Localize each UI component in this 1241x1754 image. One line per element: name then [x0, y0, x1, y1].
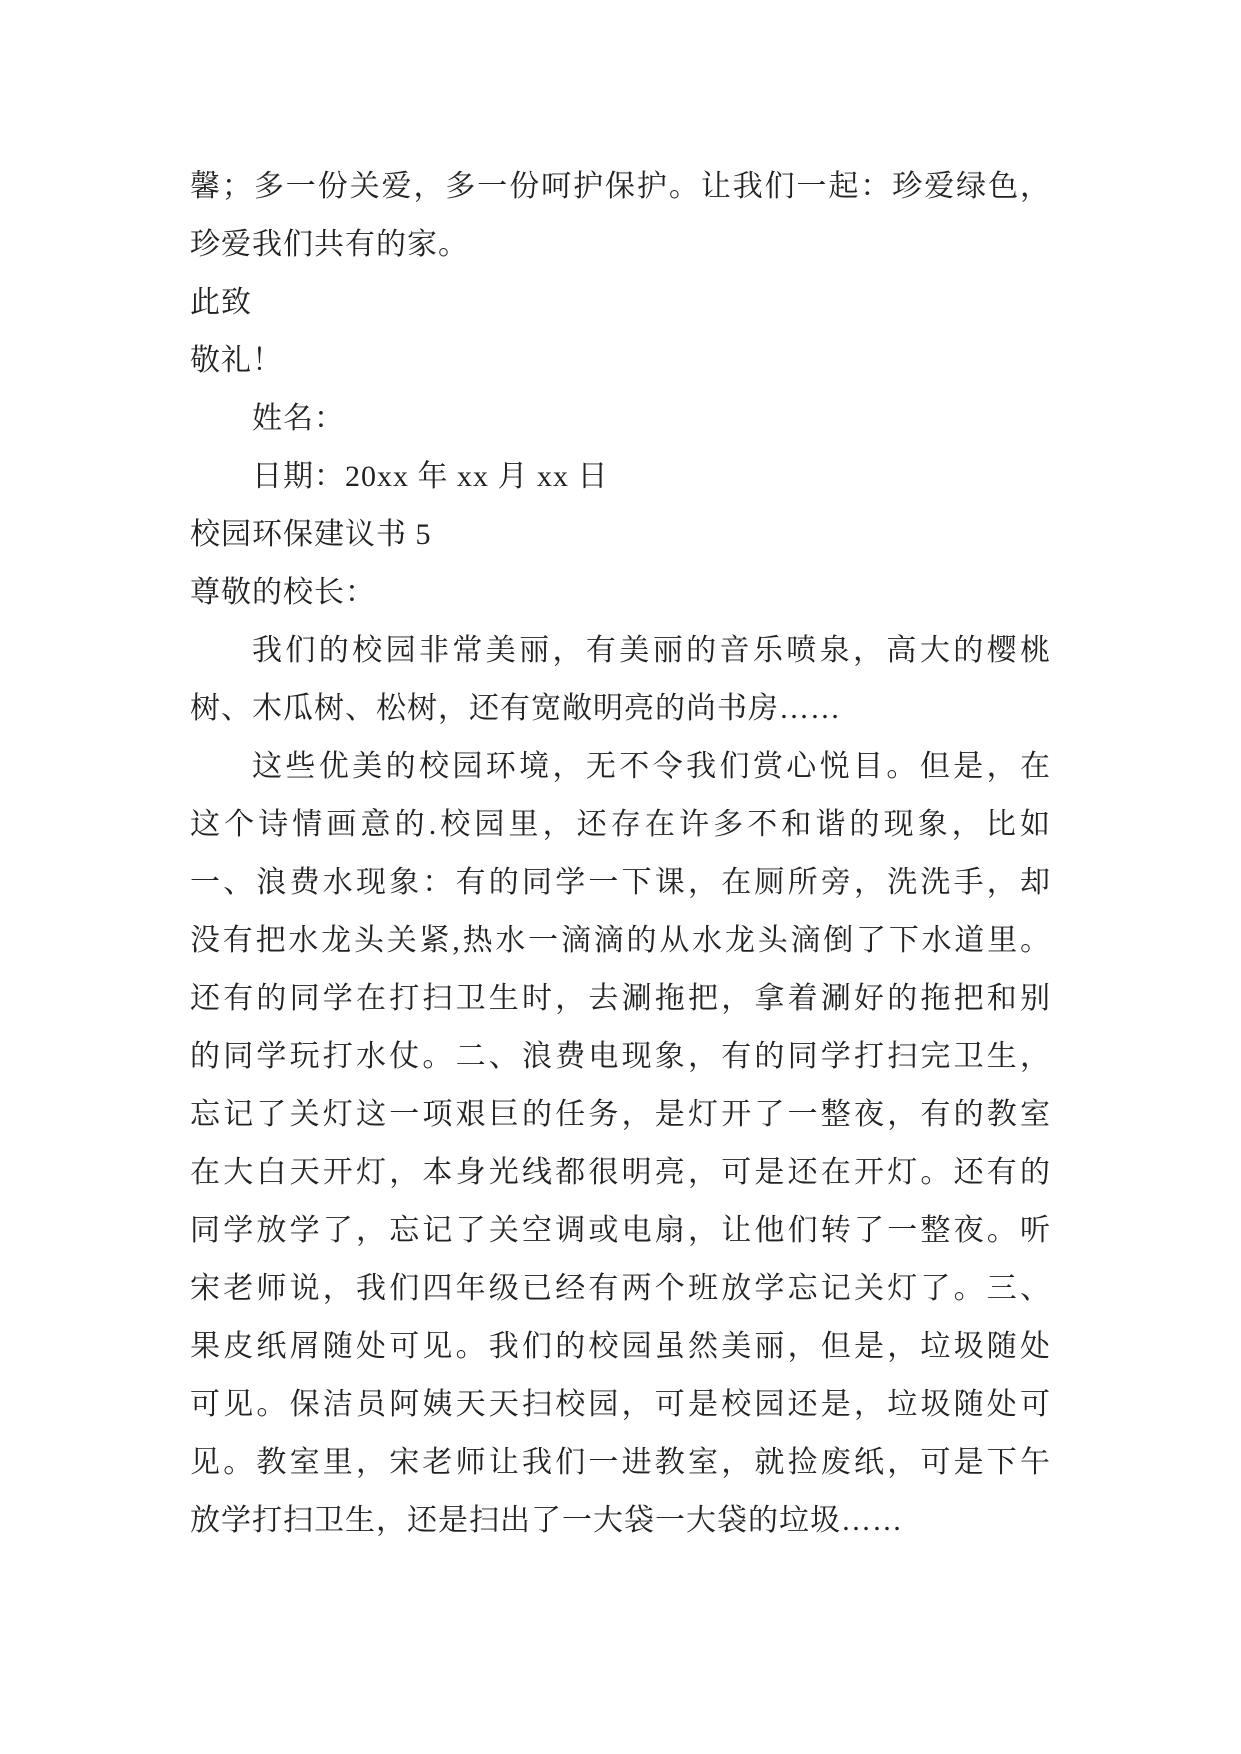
- text-line: 没有把水龙头关紧,热水一滴滴的从水龙头滴倒了下水道里。: [190, 924, 1050, 957]
- text-line: 见。教室里，宋老师让我们一进教室，就捡废纸，可是下午: [190, 1446, 1050, 1479]
- text-line: 忘记了关灯这一项艰巨的任务，是灯开了一整夜，有的教室: [190, 1098, 1050, 1131]
- text-line: 放学打扫卫生，还是扫出了一大袋一大袋的垃圾……: [190, 1504, 903, 1537]
- text-line: 还有的同学在打扫卫生时，去涮拖把，拿着涮好的拖把和别: [190, 982, 1050, 1015]
- text-line: 珍爱我们共有的家。: [190, 228, 469, 261]
- text-line: 一、浪费水现象：有的同学一下课，在厕所旁，洗洗手，却: [190, 866, 1050, 899]
- text-line: 校园环保建议书 5: [190, 518, 432, 551]
- text-line: 的同学玩打水仗。二、浪费电现象，有的同学打扫完卫生，: [190, 1040, 1050, 1073]
- text-line: 这些优美的校园环境，无不令我们赏心悦目。但是，在: [252, 750, 1050, 783]
- text-line: 宋老师说，我们四年级已经有两个班放学忘记关灯了。三、: [190, 1272, 1050, 1305]
- text-line: 我们的校园非常美丽，有美丽的音乐喷泉，高大的樱桃: [252, 634, 1050, 667]
- text-line: 尊敬的校长：: [190, 576, 376, 609]
- text-line: 树、木瓜树、松树，还有宽敞明亮的尚书房……: [190, 692, 841, 725]
- text-line: 果皮纸屑随处可见。我们的校园虽然美丽，但是，垃圾随处: [190, 1330, 1050, 1363]
- text-line: 敬礼！: [190, 344, 283, 377]
- text-line: 姓名：: [252, 402, 345, 435]
- text-block: [190, 158, 1050, 1550]
- text-line: 这个诗情画意的.校园里，还存在许多不和谐的现象，比如: [190, 808, 1050, 841]
- text-line: 可见。保洁员阿姨天天扫校园，可是校园还是，垃圾随处可: [190, 1388, 1050, 1421]
- text-line: 同学放学了，忘记了关空调或电扇，让他们转了一整夜。听: [190, 1214, 1050, 1247]
- text-line: 馨；多一份关爱，多一份呵护保护。让我们一起：珍爱绿色，: [190, 170, 1050, 203]
- text-line: 在大白天开灯，本身光线都很明亮，可是还在开灯。还有的: [190, 1156, 1050, 1189]
- text-line: 此致: [190, 286, 252, 319]
- text-line: 日期：20xx 年 xx 月 xx 日: [252, 460, 609, 493]
